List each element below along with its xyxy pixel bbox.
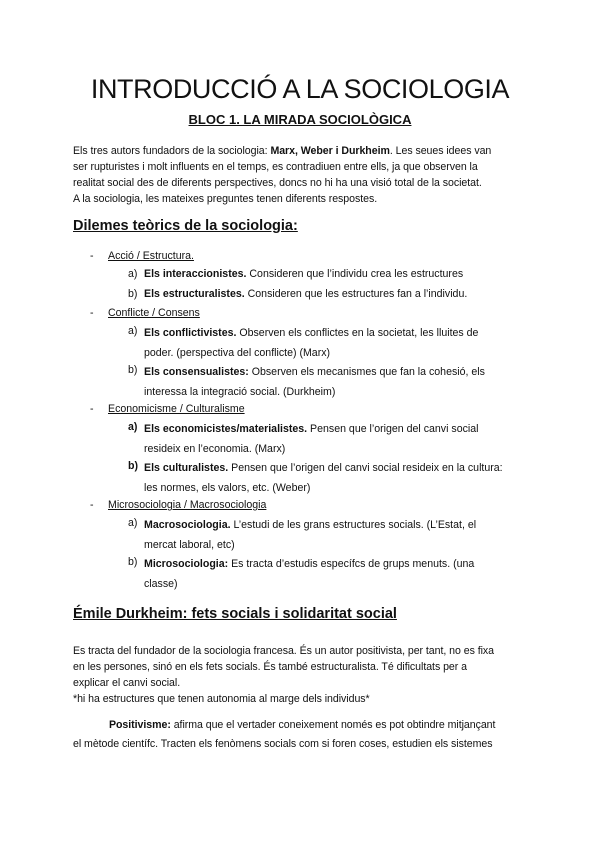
- term: Els consensualistes:: [144, 366, 249, 378]
- term: Els economicistes/materialistes.: [144, 423, 308, 435]
- definition: Observen els mecanismes que fan la cohesió, els: [248, 366, 485, 378]
- definition: resideix en l’economia. (Marx): [144, 443, 286, 455]
- document-subtitle: BLOC 1. LA MIRADA SOCIOLÒGICA: [188, 112, 412, 127]
- document-title: INTRODUCCIÓ A LA SOCIOLOGIA: [90, 74, 510, 104]
- definition: les normes, els valors, etc. (Weber): [144, 482, 311, 494]
- dash-bullet: -: [90, 307, 94, 319]
- dilemma-label: Conflicte / Consens: [108, 307, 200, 319]
- list-marker: a): [128, 325, 138, 337]
- intro-line: A la sociologia, les mateixes preguntes tenen diferents respostes.: [73, 193, 378, 205]
- paragraph-line: Es tracta del fundador de la sociologia francesa. És un autor positivista, per tant, no es fixa: [73, 645, 495, 657]
- item-text: [144, 458, 524, 498]
- positivisme-paragraph: [73, 716, 523, 754]
- dilemma-label: Acció / Estructura.: [108, 250, 194, 262]
- intro-line: [73, 143, 523, 159]
- list-marker: a): [128, 517, 138, 529]
- item-text: [144, 323, 524, 363]
- intro-authors: Marx, Weber i Durkheim: [270, 145, 390, 157]
- section-heading-durkheim: Émile Durkheim: fets socials i solidaritat social: [73, 606, 397, 622]
- intro-line: realitat social des de diferents perspectives, doncs no hi ha una visió total de la societat.: [73, 177, 482, 189]
- paragraph-line: en les persones, sinó en els fets socials. És també estructuralista. Té dificultats per a: [73, 661, 467, 673]
- term: Els estructuralistes.: [144, 288, 245, 300]
- list-marker: b): [128, 460, 138, 472]
- definition: Consideren que l’individu crea les estructures: [246, 268, 464, 280]
- dash-bullet: -: [90, 250, 94, 262]
- paragraph-line: [73, 716, 523, 735]
- definition: Observen els conflictes en la societat, les lluites de: [236, 327, 479, 339]
- list-marker: a): [128, 421, 138, 433]
- definition: Pensen que l’origen del canvi social: [307, 423, 479, 435]
- list-marker: b): [128, 556, 138, 568]
- list-marker: a): [128, 268, 138, 280]
- item-text: [144, 554, 524, 594]
- term: Macrosociologia.: [144, 519, 231, 531]
- paragraph-line: *hi ha estructures que tenen autonomia al marge dels individus*: [73, 693, 370, 705]
- definition: interessa la integració social. (Durkheim): [144, 386, 336, 398]
- definition: mercat laboral, etc): [144, 539, 235, 551]
- term: Els culturalistes.: [144, 462, 229, 474]
- intro-text: . Les seues idees van: [389, 145, 492, 157]
- item-text: [144, 419, 524, 459]
- definition: L’estudi de les grans estructures socials. (L’Estat, el: [230, 519, 477, 531]
- intro-text: Els tres autors fundadors de la sociologia:: [73, 145, 271, 157]
- dash-bullet: -: [90, 499, 94, 511]
- item-text: [144, 362, 524, 402]
- dilemma-label: Economicisme / Culturalisme: [108, 403, 245, 415]
- dilemma-label: Microsociologia / Macrosociologia: [108, 499, 267, 511]
- list-marker: b): [128, 364, 138, 376]
- term: Microsociologia:: [144, 558, 229, 570]
- term: Els conflictivistes.: [144, 327, 237, 339]
- term: Els interaccionistes.: [144, 268, 247, 280]
- item-text: [144, 515, 524, 555]
- list-marker: b): [128, 288, 138, 300]
- paragraph-line: explicar el canvi social.: [73, 677, 181, 689]
- item-text: [144, 266, 524, 282]
- item-text: [144, 286, 524, 302]
- definition: afirma que el vertader coneixement només es pot obtindre mitjançant: [170, 719, 496, 731]
- definition: Es tracta d’estudis específcs de grups menuts. (una: [228, 558, 475, 570]
- paragraph-line: el mètode científc. Tracten els fenòmens socials com si foren coses, estudien els sistemes: [73, 738, 493, 750]
- intro-paragraph: [73, 143, 523, 207]
- intro-line: ser rupturistes i molt influents en el temps, es contradiuen entre ells, ja que observen la: [73, 161, 478, 173]
- section-heading-dilemmas: Dilemes teòrics de la sociologia:: [73, 218, 298, 234]
- definition: classe): [144, 578, 178, 590]
- term: Positivisme:: [109, 719, 171, 731]
- definition: poder. (perspectiva del conflicte) (Marx): [144, 347, 331, 359]
- dash-bullet: -: [90, 403, 94, 415]
- definition: Consideren que les estructures fan a l’individu.: [244, 288, 468, 300]
- definition: Pensen que l’origen del canvi social resideix en la cultura:: [228, 462, 503, 474]
- durkheim-paragraph: [73, 643, 523, 707]
